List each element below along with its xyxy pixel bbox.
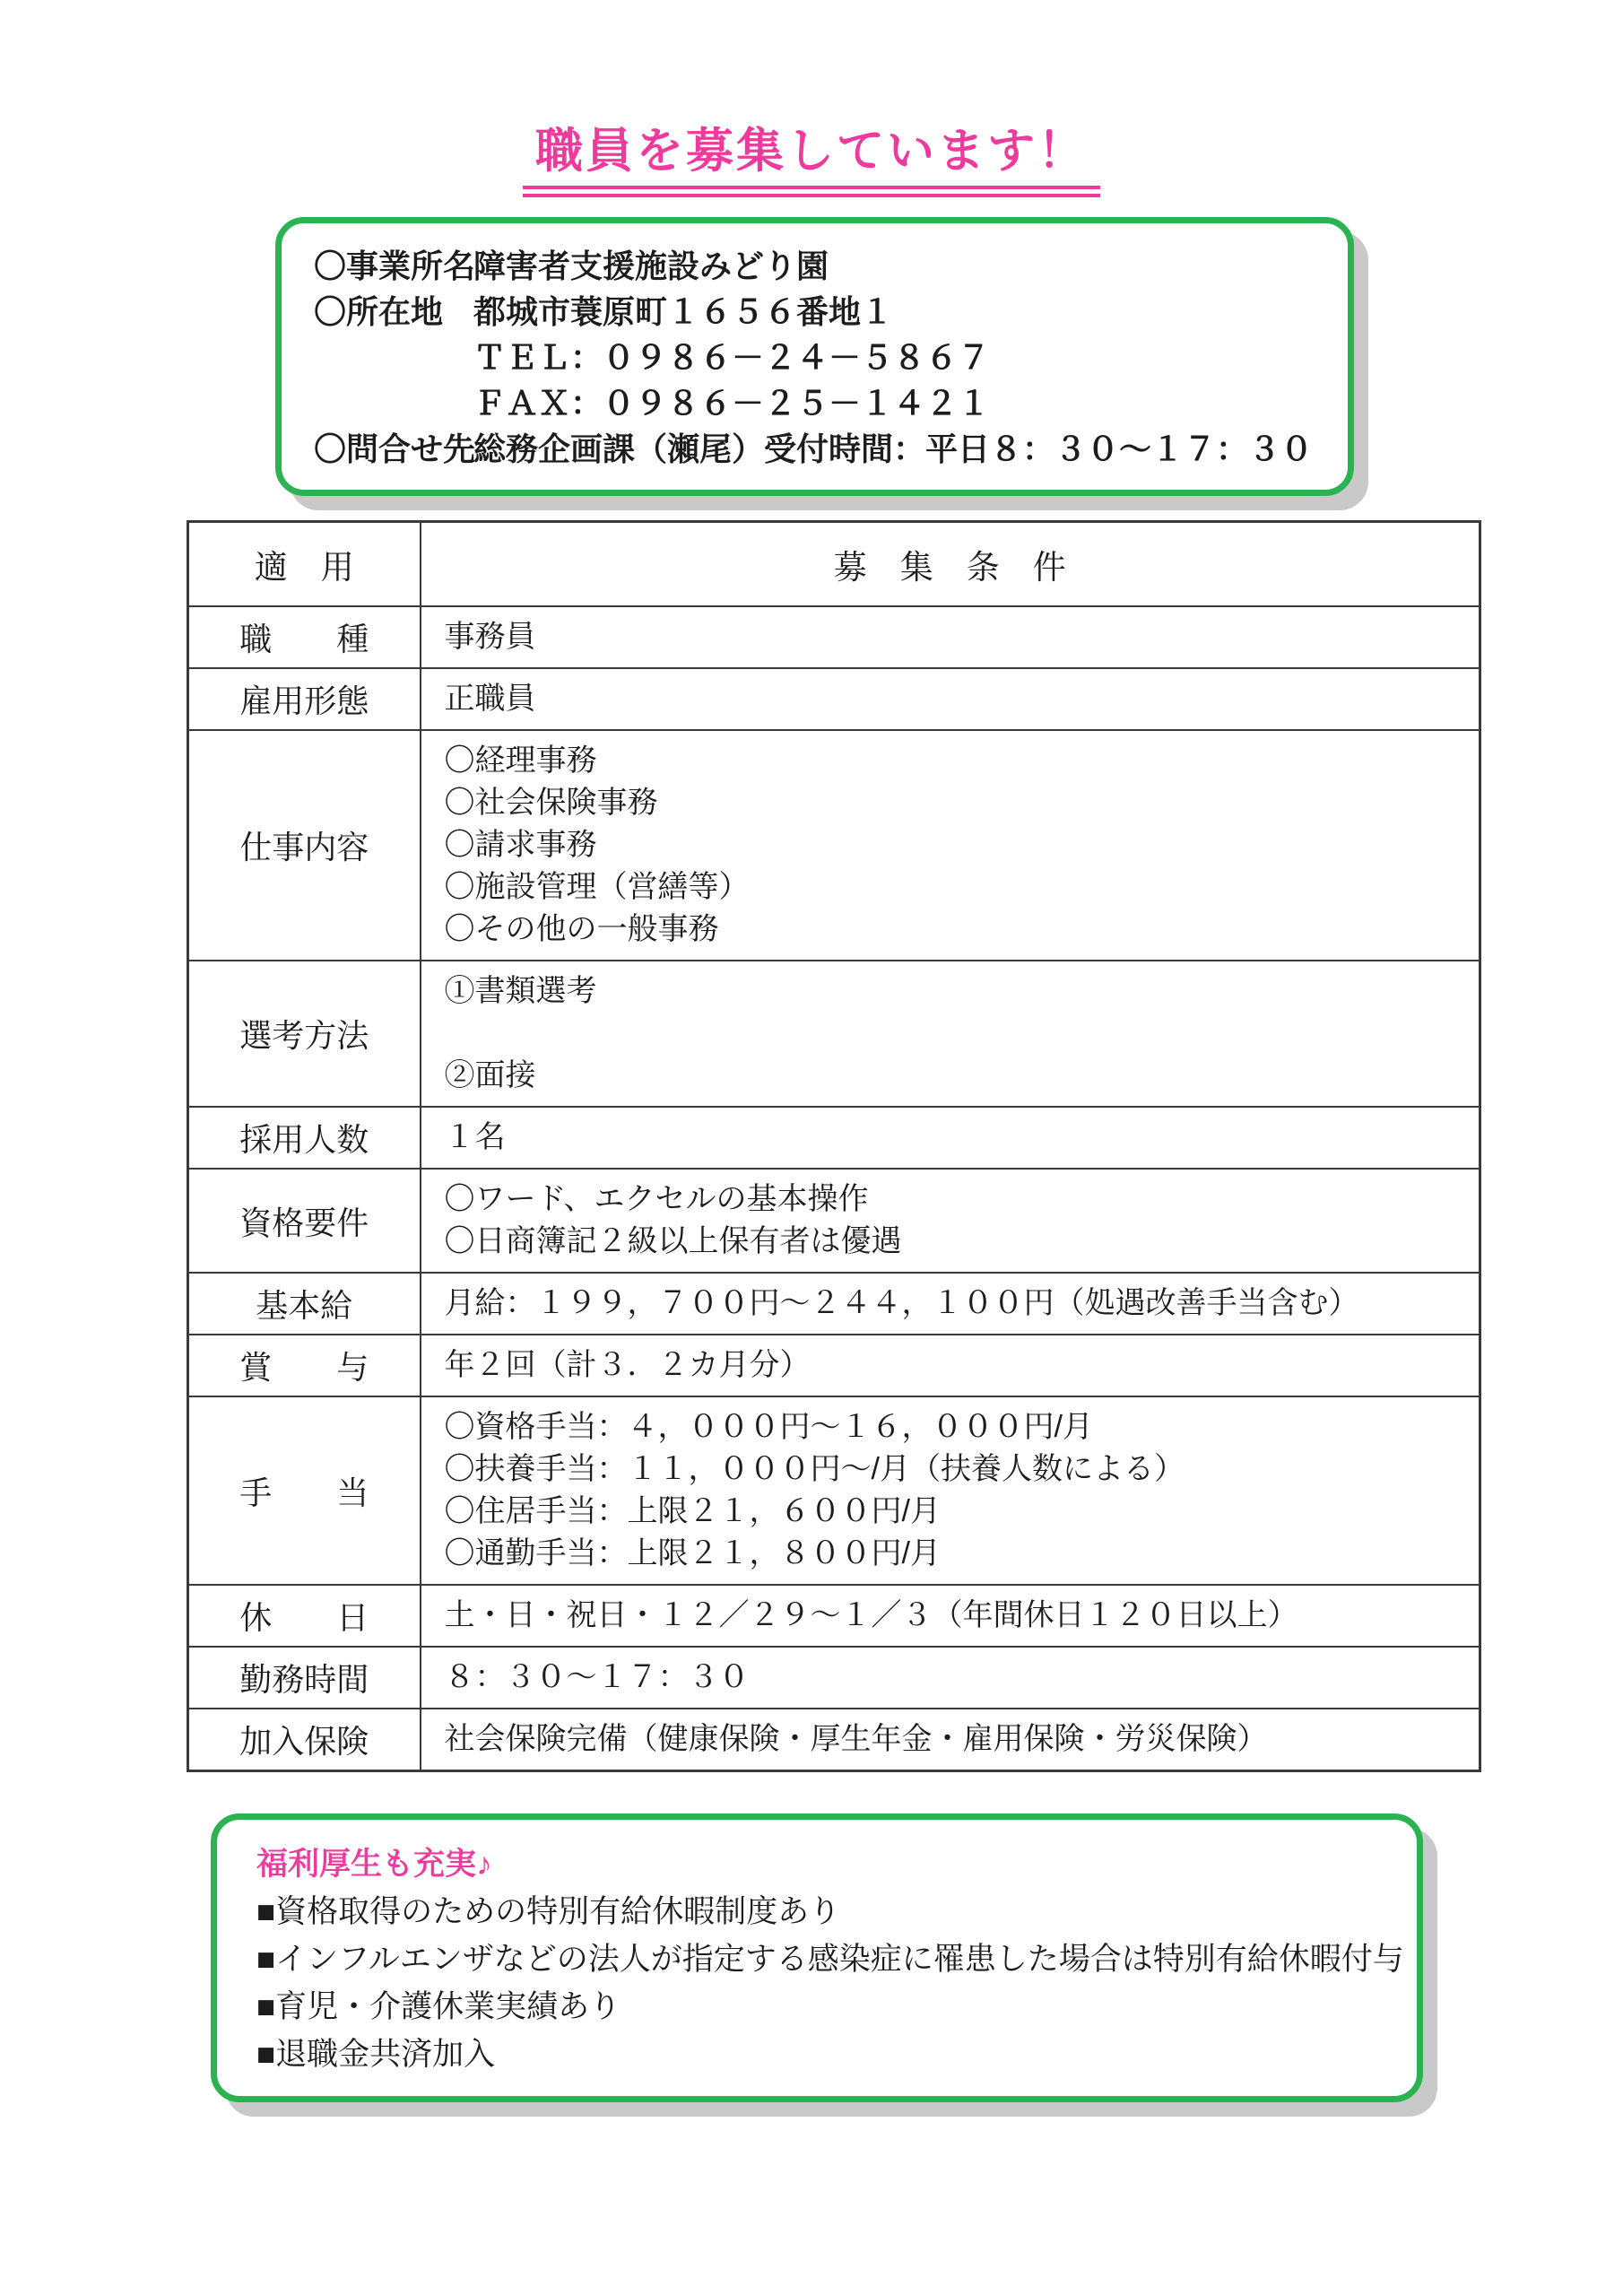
header-cell-conditions: 募 集 条 件: [421, 522, 1480, 607]
page-title: 職員を募集しています！: [523, 113, 1100, 197]
info-label-spacer-fax: [314, 380, 473, 426]
row-value-selection-method: [421, 961, 1480, 1107]
row-value-line: 〇施設管理（営繕等）: [444, 870, 750, 904]
table-header-row: [188, 522, 1480, 607]
row-value-line: 土・日・祝日・１２／２９～１／３（年間休日１２０日以上）: [444, 1598, 1298, 1632]
row-value-line: ①書類選考: [444, 974, 597, 1008]
row-value-allowances: [421, 1396, 1480, 1585]
row-value-line: [445, 1013, 1469, 1055]
row-label-working-hours: 勤務時間: [188, 1647, 421, 1709]
info-label-office-name: 〇事業所名: [314, 248, 476, 284]
row-label-job-description: 仕事内容: [188, 730, 421, 961]
table-row: [188, 1709, 1480, 1771]
table-row: [188, 1335, 1480, 1396]
benefit-item: ■育児・介護休業実績あり: [256, 1989, 621, 2024]
row-label-hires-count: 採用人数: [188, 1107, 421, 1169]
info-label-address: 〇所在地: [314, 293, 444, 330]
company-info-box: [275, 217, 1354, 496]
row-value-line: 〇ワード、エクセルの基本操作: [444, 1182, 869, 1216]
benefit-item: ■退職金共済加入: [256, 2037, 496, 2072]
title-area: [0, 0, 1623, 197]
info-value-address: 都城市蓑原町１６５６番地１: [473, 293, 894, 330]
table-row: [188, 961, 1480, 1107]
row-value-base-salary: [421, 1273, 1480, 1335]
row-label-insurance: 加入保険: [188, 1709, 421, 1771]
row-label-allowances: 手 当: [188, 1396, 421, 1585]
table-row: [188, 1169, 1480, 1273]
row-value-qualifications: [421, 1169, 1480, 1273]
row-value-line: 正職員: [444, 682, 536, 716]
info-label-spacer-tel: [314, 335, 473, 380]
row-value-line: 〇社会保険事務: [444, 786, 658, 820]
row-value-holidays: [421, 1585, 1480, 1647]
row-value-line: 月給：１９９，７００円～２４４，１００円（処遇改善手当含む）: [444, 1286, 1359, 1320]
row-label-holidays: 休 日: [188, 1585, 421, 1647]
row-label-qualifications: 資格要件: [188, 1169, 421, 1273]
info-value-contact: 総務企画課（瀬尾）受付時間：平日８：３０～１７：３０: [473, 430, 1314, 467]
header-cell-category: 適 用: [188, 522, 421, 607]
benefit-item: ■資格取得のための特別有給休暇制度あり: [256, 1894, 841, 1929]
row-value-working-hours: [421, 1647, 1480, 1709]
row-value-job-description: [421, 730, 1480, 961]
row-label-job-type: 職 種: [188, 606, 421, 668]
row-label-selection-method: 選考方法: [188, 961, 421, 1107]
row-value-line: 〇その他の一般事務: [444, 912, 719, 946]
info-value-fax: ＦＡＸ：０９８６－２５－１４２１: [473, 385, 991, 422]
row-value-line: 〇住居手当：上限２１，６００円/月: [444, 1494, 941, 1528]
row-value-bonus: [421, 1335, 1480, 1396]
row-value-line: 〇扶養手当：１１，０００円～/月（扶養人数による）: [444, 1452, 1185, 1486]
row-value-line: 年２回（計３．２カ月分）: [444, 1348, 811, 1382]
table-row: [188, 730, 1480, 961]
row-value-line: 社会保険完備（健康保険・厚生年金・雇用保険・労災保険）: [444, 1722, 1268, 1756]
row-value-line: 〇通勤手当：上限２１，８００円/月: [444, 1536, 941, 1570]
row-value-hires-count: [421, 1107, 1480, 1169]
recruit-conditions-table: [187, 520, 1481, 1772]
table-row: [188, 606, 1480, 668]
company-info-grid: [314, 243, 1324, 472]
row-value-line: 〇資格手当：４，０００円～１６，０００円/月: [444, 1410, 1093, 1444]
row-value-insurance: [421, 1709, 1480, 1771]
table-row: [188, 1107, 1480, 1169]
benefits-heading: 福利厚生も充実♪: [256, 1847, 492, 1882]
info-label-contact: 〇問合せ先: [314, 430, 476, 467]
table-row: [188, 668, 1480, 730]
benefit-item: ■インフルエンザなどの法人が指定する感染症に罹患した場合は特別有給休暇付与: [256, 1942, 1404, 1977]
row-label-employment-type: 雇用形態: [188, 668, 421, 730]
table-row: [188, 1273, 1480, 1335]
table-row: [188, 1647, 1480, 1709]
row-value-line: 事務員: [444, 620, 536, 654]
info-value-tel: ＴＥＬ：０９８６－２４－５８６７: [473, 339, 991, 376]
row-value-line: １名: [444, 1120, 506, 1154]
row-value-line: ②面接: [444, 1058, 536, 1092]
table-row: [188, 1585, 1480, 1647]
row-label-base-salary: 基本給: [188, 1273, 421, 1335]
row-value-line: 〇日商簿記２級以上保有者は優遇: [444, 1224, 902, 1258]
row-value-line: ８：３０～１７：３０: [444, 1660, 750, 1694]
info-value-office-name: 障害者支援施設みどり園: [473, 248, 829, 284]
benefits-box: [211, 1813, 1423, 2102]
row-value-employment-type: [421, 668, 1480, 730]
row-label-bonus: 賞 与: [188, 1335, 421, 1396]
row-value-line: 〇経理事務: [444, 744, 597, 778]
row-value-line: 〇請求事務: [444, 828, 597, 862]
row-value-job-type: [421, 606, 1480, 668]
table-row: [188, 1396, 1480, 1585]
